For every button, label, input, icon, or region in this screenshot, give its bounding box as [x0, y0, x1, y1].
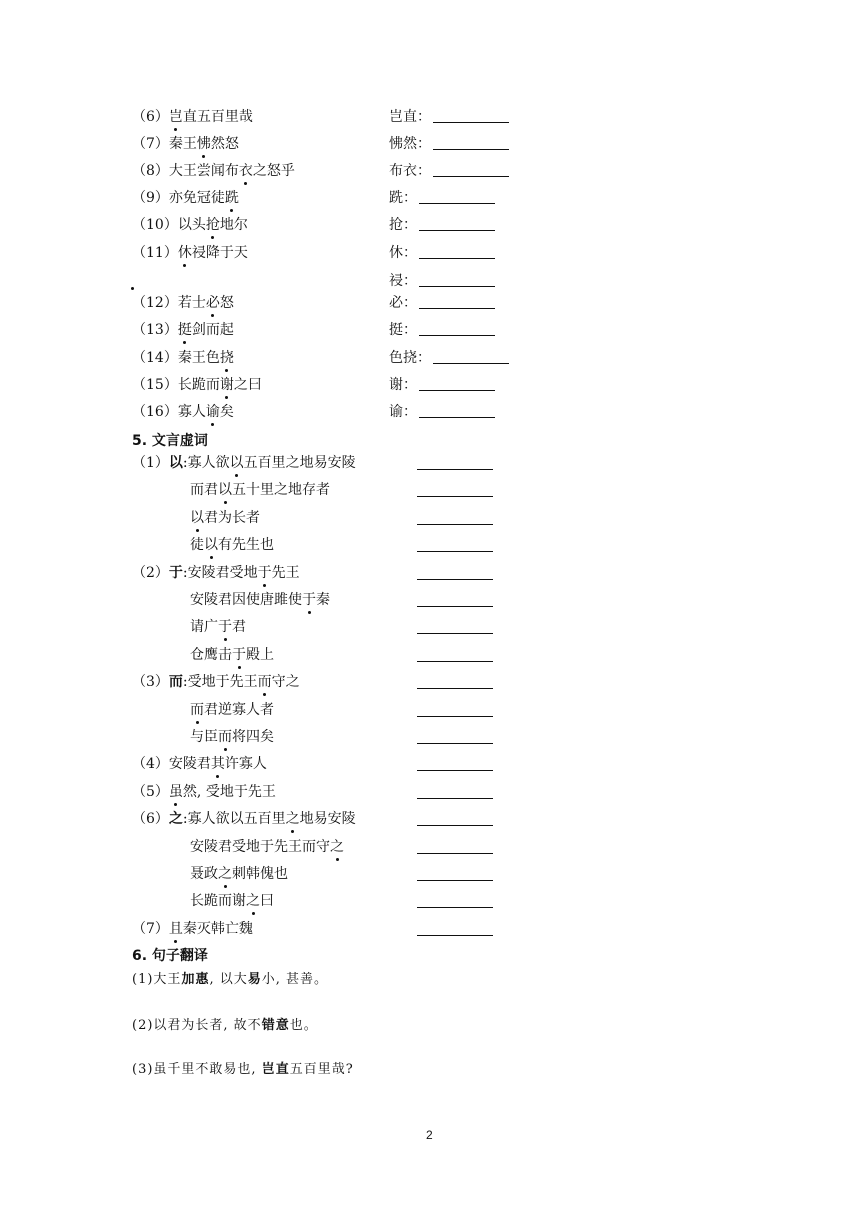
dotted-character: 之 [246, 893, 260, 909]
dotted-character: 而 [218, 729, 232, 745]
term-label: 跣： [389, 190, 417, 206]
separator: : [182, 455, 188, 471]
dotted-character: 跣 [224, 190, 239, 206]
function-word-item [132, 564, 300, 582]
item-number: （3） [132, 674, 169, 690]
answer-blank[interactable] [417, 523, 493, 525]
function-word-key: 之 [168, 811, 183, 827]
dotted-character: 之 [218, 866, 232, 882]
item-number: （15） [132, 377, 178, 393]
answer-blank[interactable] [419, 244, 495, 259]
item-number: （2） [132, 565, 169, 581]
dotted-character: 衣 [238, 163, 253, 179]
page-number: 2 [426, 1128, 433, 1142]
answer-term [389, 376, 495, 394]
key-phrase: 错意 [261, 1018, 290, 1033]
item-text: 大王尝闻布 [168, 163, 239, 179]
answer-term [389, 272, 495, 290]
answer-blank[interactable] [433, 135, 509, 150]
answer-term [389, 162, 509, 180]
term-label: 布衣： [389, 163, 431, 179]
item-number: （12） [132, 295, 178, 311]
function-word-item [190, 481, 330, 499]
dotted-character: 以 [190, 510, 204, 526]
item-text: 之怒乎 [252, 163, 295, 179]
term-label: 休： [389, 245, 417, 261]
item-text: 安陵君受地于先王而守 [190, 839, 330, 855]
answer-blank[interactable] [433, 108, 509, 123]
answer-blank[interactable] [417, 632, 493, 634]
item-text: 然怒 [210, 136, 239, 152]
item-number: （1） [132, 455, 169, 471]
item-text: , 以大 [209, 972, 248, 987]
section-5-heading: 5. 文言虚词 [132, 433, 208, 449]
dotted-character: 必 [205, 295, 220, 311]
function-word-item [190, 591, 330, 609]
item-text: 君 [232, 619, 246, 635]
translation-item [132, 1017, 318, 1035]
item-text: 祲降于天 [191, 245, 248, 261]
item-text: 安陵君因使唐雎使 [190, 592, 302, 608]
vocab-item [132, 321, 234, 339]
item-text: 也。 [289, 1018, 318, 1033]
vocab-item [132, 162, 295, 180]
item-text: 秦王 [168, 136, 197, 152]
dotted-character: 虽 [168, 784, 183, 800]
function-word-item [132, 920, 253, 938]
item-text: 寡人欲以五百里 [187, 811, 286, 827]
term-label: 祲： [389, 273, 417, 289]
item-number: (1) [132, 972, 154, 987]
dotted-character: 谕 [205, 404, 220, 420]
item-number: （16） [132, 404, 178, 420]
term-label: 抢： [389, 217, 417, 233]
item-text: 之曰 [233, 377, 262, 393]
item-text: 长跪而 [177, 377, 220, 393]
item-number: （6） [132, 109, 169, 125]
answer-blank[interactable] [417, 550, 493, 552]
function-word-item [132, 755, 267, 773]
item-text: 五十里之地存者 [232, 482, 330, 498]
dotted-character: 于 [218, 619, 232, 635]
item-text: 秦 [316, 592, 330, 608]
answer-blank[interactable] [417, 797, 493, 799]
function-word-item [132, 673, 300, 691]
item-text: 许寡人 [224, 756, 267, 772]
item-text: 以头 [177, 217, 206, 233]
vocab-item [132, 108, 253, 126]
dotted-character: 休 [177, 245, 192, 261]
vocab-item [132, 216, 248, 234]
answer-blank[interactable] [417, 769, 493, 771]
function-word-item [132, 810, 356, 828]
function-word-item [190, 701, 274, 719]
answer-blank[interactable] [417, 605, 493, 607]
answer-blank[interactable] [417, 906, 493, 908]
answer-term [389, 189, 495, 207]
key-phrase: 岂直 [261, 1062, 290, 1077]
function-word-item [190, 536, 274, 554]
item-number: （4） [132, 756, 169, 772]
item-text: 大王 [153, 972, 182, 987]
item-text: 五百里哉? [289, 1062, 354, 1077]
dotted-character: 挺 [177, 322, 192, 338]
dotted-character: 挠 [219, 350, 234, 366]
dotted-character: 以 [218, 482, 232, 498]
dotted-character: 以 [229, 455, 244, 471]
answer-blank[interactable] [417, 468, 493, 470]
item-text: 仓鹰击 [190, 647, 232, 663]
answer-blank[interactable] [419, 321, 495, 336]
item-text: 君逆寡人者 [204, 702, 274, 718]
answer-blank[interactable] [419, 216, 495, 231]
answer-blank[interactable] [419, 294, 495, 309]
item-text: 若士 [177, 295, 206, 311]
item-number: (2) [132, 1018, 154, 1033]
vocab-item [132, 189, 239, 207]
dotted-character: 且 [168, 921, 183, 937]
answer-term [389, 135, 509, 153]
answer-blank[interactable] [417, 852, 493, 854]
function-word-key: 于 [168, 565, 183, 581]
answer-blank[interactable] [417, 879, 493, 881]
function-word-key: 以 [168, 455, 183, 471]
answer-blank[interactable] [417, 742, 493, 744]
item-text: 曰 [260, 893, 274, 909]
vocab-item [132, 376, 262, 394]
item-text: 寡人欲 [187, 455, 230, 471]
item-number: （14） [132, 350, 178, 366]
vocab-item [132, 294, 234, 312]
answer-blank[interactable] [417, 578, 493, 580]
answer-blank[interactable] [417, 660, 493, 662]
item-text: 小, 甚善。 [261, 972, 328, 987]
section-6-heading: 6. 句子翻译 [132, 948, 208, 964]
item-number: （13） [132, 322, 178, 338]
item-text: 长跪而谢 [190, 893, 246, 909]
item-text: 受地于先王 [187, 674, 258, 690]
item-text: 君为长者 [204, 510, 260, 526]
answer-term [389, 349, 509, 367]
item-number: （11） [132, 245, 178, 261]
answer-term [389, 244, 495, 262]
answer-blank[interactable] [419, 376, 495, 391]
dotted-character: 其 [210, 756, 225, 772]
separator: : [182, 811, 188, 827]
answer-term [389, 294, 495, 312]
item-text: 亦免冠徒 [168, 190, 225, 206]
answer-blank[interactable] [417, 824, 493, 826]
vocab-item [132, 349, 234, 367]
item-number: （9） [132, 190, 169, 206]
item-text: 以君为长者, 故不 [153, 1018, 262, 1033]
item-text: 与臣 [190, 729, 218, 745]
translation-item [132, 971, 328, 989]
answer-term [389, 108, 509, 126]
term-label: 色挠： [389, 350, 431, 366]
item-text: 寡人 [177, 404, 206, 420]
function-word-item [132, 454, 356, 472]
vocab-item [132, 244, 248, 262]
item-number: （6） [132, 811, 169, 827]
dotted-character: 于 [302, 592, 316, 608]
item-text: 殿上 [246, 647, 274, 663]
answer-term [389, 321, 495, 339]
item-text: 然, 受地于先王 [182, 784, 276, 800]
item-text: 地尔 [219, 217, 248, 233]
separator: : [182, 565, 188, 581]
function-word-item [190, 509, 260, 527]
term-label: 谕： [389, 404, 417, 420]
vocab-item [132, 135, 239, 153]
item-text: 秦王色 [177, 350, 220, 366]
item-text: 剑而起 [191, 322, 234, 338]
answer-blank[interactable] [419, 272, 495, 287]
item-text: 矣 [219, 404, 234, 420]
term-label: 岂直： [389, 109, 431, 125]
dotted-character: 而 [257, 674, 272, 690]
answer-blank[interactable] [417, 687, 493, 689]
answer-blank[interactable] [419, 189, 495, 204]
translation-item [132, 1061, 354, 1079]
item-text: 将四矣 [232, 729, 274, 745]
vocab-item [132, 403, 234, 421]
item-number: （7） [132, 921, 169, 937]
term-label: 谢： [389, 377, 417, 393]
dotted-character: 抢 [205, 217, 220, 233]
item-text: 安陵君 [168, 756, 211, 772]
function-word-item [190, 728, 274, 746]
answer-blank[interactable] [417, 715, 493, 717]
item-text: 虽千里不敢易也, [153, 1062, 262, 1077]
key-phrase: 加惠 [181, 972, 210, 987]
item-text: 五百里之地易安陵 [243, 455, 356, 471]
item-text: 有先生也 [218, 537, 274, 553]
item-text: 徒 [190, 537, 204, 553]
item-number: （10） [132, 217, 178, 233]
item-text: 怒 [219, 295, 234, 311]
item-text: 刺韩傀也 [232, 866, 288, 882]
item-text: 地易安陵 [299, 811, 356, 827]
item-text: 直五百里哉 [182, 109, 253, 125]
answer-blank[interactable] [417, 495, 493, 497]
dotted-character: 之 [285, 811, 300, 827]
item-number: （8） [132, 163, 169, 179]
answer-blank[interactable] [417, 934, 493, 936]
function-word-key: 而 [168, 674, 183, 690]
term-label: 怫然： [389, 136, 431, 152]
separator: : [182, 674, 188, 690]
function-word-item [190, 865, 288, 883]
function-word-item [190, 618, 246, 636]
dotted-character: 以 [204, 537, 218, 553]
term-label: 必： [389, 295, 417, 311]
dotted-character: 而 [190, 702, 204, 718]
dotted-character: 之 [330, 839, 344, 855]
answer-term [389, 403, 495, 421]
function-word-item [132, 783, 276, 801]
item-text: 而君 [190, 482, 218, 498]
function-word-item [190, 892, 274, 910]
item-text: 先王 [271, 565, 300, 581]
dotted-character: 怫 [196, 136, 211, 152]
item-number: （7） [132, 136, 169, 152]
term-label: 挺： [389, 322, 417, 338]
key-phrase: 易 [247, 972, 262, 987]
answer-blank[interactable] [433, 162, 509, 177]
answer-term [389, 216, 495, 234]
function-word-item [190, 646, 274, 664]
dotted-character: 于 [257, 565, 272, 581]
item-text: 守之 [271, 674, 300, 690]
answer-blank[interactable] [419, 403, 495, 418]
item-text: 秦灭韩亡魏 [182, 921, 253, 937]
item-number: （5） [132, 784, 169, 800]
item-text: 聂政 [190, 866, 218, 882]
dotted-character: 于 [232, 647, 246, 663]
item-number: (3) [132, 1062, 154, 1077]
item-text: 安陵君受地 [187, 565, 258, 581]
dotted-character: 谢 [219, 377, 234, 393]
dotted-character: 岂 [168, 109, 183, 125]
answer-blank[interactable] [433, 349, 509, 364]
function-word-item [190, 838, 344, 856]
item-text: 请广 [190, 619, 218, 635]
